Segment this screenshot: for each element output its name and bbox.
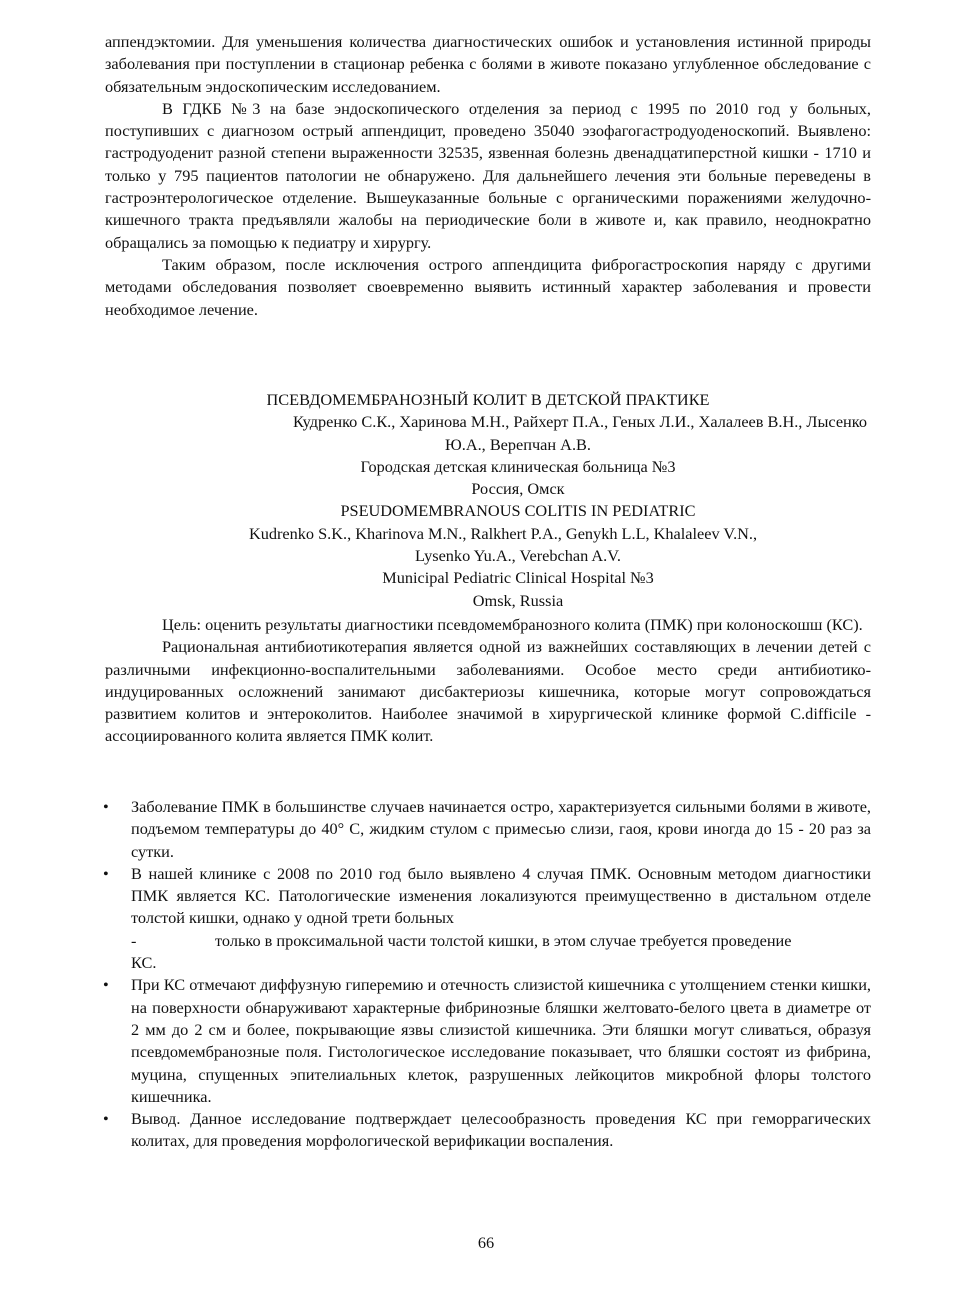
list-item-text: только в проксимальной части толстой кишки, в этом случае требуется проведение — [215, 930, 792, 950]
list-item — [105, 1108, 871, 1153]
list-item — [105, 974, 871, 1108]
body-section — [105, 614, 871, 748]
findings-list — [105, 796, 871, 1153]
bullet-marker: • — [103, 975, 109, 995]
bullet-marker: • — [103, 863, 109, 883]
list-item-text: Вывод. Данное исследование подтверждает целесообразность проведения КС при геморрагических колитах, для проведения морфологической верификации воспаления. — [131, 1109, 871, 1151]
article-header — [105, 389, 871, 612]
article-title-ru: ПСЕВДОМЕМБРАНОЗНЫЙ КОЛИТ В ДЕТСКОЙ ПРАКТИКЕ — [266, 390, 710, 409]
authors-en-line-1: Kudrenko S.K., Kharinova M.N., Ralkhert P.A., Genykh L.L, Khalaleev V.N., — [248, 523, 758, 543]
authors-ru-line-1: Кудренко С.К., Харинова М.Н., Райхерт П.А., Геных Л.И., Халалеев В.Н., Лысенко — [292, 412, 867, 432]
bullet-marker: • — [103, 1109, 109, 1129]
list-item-text: При КС отмечают диффузную гиперемию и отечность слизистой кишечника с утолщением стенки кишки, на поверхности обнаруживают характерные фибринозные бляшки желтовато-белого цвета в диаметре от 2 мм до 2 см и более, покрывающие язвы слизистой кишечника. Эти бляшки могут сливаться, образуя псевдомембранозные поля. Гистологическое исследование показывает, что бляшки состоят из фибрина, муцина, спущенных эпителиальных клеток, разрушенных лейкоцитов микробной флоры толстого кишечника. — [131, 975, 871, 1106]
body-intro-paragraph: Рациональная антибиотикотерапия является одной из важнейших составляющих в лечении детей с различными инфекционно-воспалительными заболеваниями. Особое место среди антибиотико-индуцированных осложнений занимают дисбактериозы кишечника, которые могут сопровождаться развитием колитов и энтероколитов. Наиболее значимой в хирургической клинике формой C.difficile - ассоциированного колита является ПМК колит. — [105, 637, 871, 746]
authors-en-line-2: Lysenko Yu.A., Verebchan A.V. — [415, 546, 621, 566]
list-item-continuation — [131, 930, 871, 952]
dash-marker: - — [131, 930, 137, 950]
location-en: Omsk, Russia — [472, 590, 564, 610]
intro-paragraph-3: Таким образом, после исключения острого аппендицита фиброгастроскопия наряду с другими методами обследования позволяет своевременно выявить истинный характер заболевания и провести необходимое лечение. — [105, 254, 871, 319]
institution-en: Municipal Pediatric Clinical Hospital №3 — [382, 568, 654, 588]
intro-paragraph-2: В ГДКБ №3 на базе эндоскопического отделения за период с 1995 по 2010 год у больных, поступивших с диагнозом острый аппендицит, проведено 35040 эзофагогастродуоденоскопий. Выявлено: гастродуоденит разной степени выраженности 32535, язвенная болезнь двенадцатиперстной кишки - 1710 и только у 795 пациентов патологии не обнаружено. Для дальнейшего лечения эти больные переведены в гастроэнтерологическое отделение. Вышеуказанные больные с органическими поражениями желудочно-кишечного тракта предъявляли жалобы на периодические боли в животе и, как правило, неоднократно обращались за помощью к педиатру и хирургу. — [105, 98, 871, 252]
page-number: 66 — [477, 1233, 495, 1252]
list-item — [105, 863, 871, 974]
list-item — [105, 796, 871, 863]
intro-paragraph-1: аппендэктомии. Для уменьшения количества диагностических ошибок и установления истинной природы заболевания при поступлении в стационар ребенка с болями в животе показано углубленное обследование с обязательным эндоскопическим исследованием. — [105, 32, 871, 96]
list-item-text: В нашей клинике с 2008 по 2010 год было выявлено 4 случая ПМК. Основным методом диагностики ПМК является КС. Патологические изменения локализуются преимущественно в дистальном отделе толстой кишки, однако у одной трети больных — [131, 863, 871, 928]
location-ru: Россия, Омск — [471, 479, 565, 499]
institution-ru: Городская детская клиническая больница №3 — [360, 456, 676, 476]
list-item-text: Заболевание ПМК в большинстве случаев начинается остро, характеризуется сильными болями в животе, подъемом температуры до 40° С, жидким стулом с примесью слизи, гаоя, крови иногда до 15 - 20 раз за сутки. — [131, 797, 871, 861]
intro-section — [105, 31, 871, 321]
article-title-en: PSEUDOMEMBRANOUS COLITIS IN PEDIATRIC — [340, 501, 696, 521]
authors-ru-line-2: Ю.А., Верепчан А.В. — [445, 434, 591, 454]
bullet-marker: • — [103, 797, 109, 816]
list-item-text: КС. — [131, 953, 157, 973]
aim-paragraph: Цель: оценить результаты диагностики псевдомембранозного колита (ПМК) при колоноскошш (КС). — [162, 615, 863, 634]
